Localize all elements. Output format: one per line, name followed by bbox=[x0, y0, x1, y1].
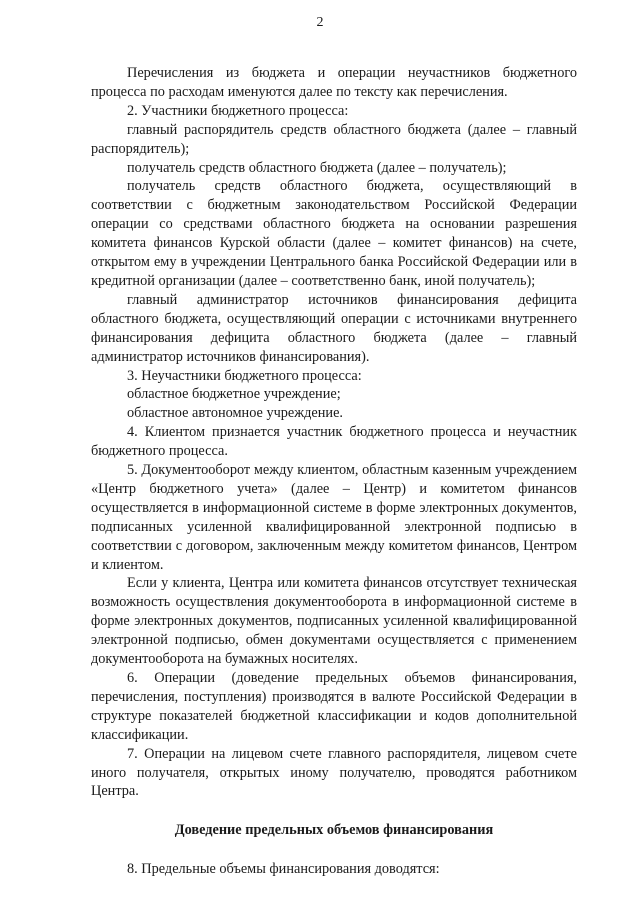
paragraph-non-participants: 3. Неучастники бюджетного процесса: bbox=[127, 367, 362, 384]
paragraph-paper-document-flow: Если у клиента, Центра или комитета финансов отсутствует техническая возможность осуществления документооборота в информационной системе в форме электронных документов, подписанных усиленной квалифицированной электронной подписью, обмен документами осуществляется с применением документооборота на бумажных носителях. bbox=[91, 575, 577, 668]
paragraph-autonomous-institution: областное автономное учреждение. bbox=[127, 405, 344, 422]
paragraph-chief-administrator: главный администратор источников финансирования дефицита областного бюджета, осуществляющий операции с источниками внутреннего финансирования дефицита областного бюджета (далее – главный администратор источников финансирования). bbox=[91, 291, 577, 365]
paragraph-budget-participants: 2. Участники бюджетного процесса: bbox=[127, 102, 349, 119]
paragraph-client-definition: 4. Клиентом признается участник бюджетного процесса и неучастник бюджетного процесса. bbox=[91, 424, 577, 460]
paragraph-financing-limits: 8. Предельные объемы финансирования доводятся: bbox=[127, 861, 440, 878]
page-number: 2 bbox=[316, 15, 324, 30]
section-heading: Доведение предельных объемов финансирования bbox=[174, 822, 494, 839]
paragraph-transfers-definition: Перечисления из бюджета и операции неучастников бюджетного процесса по расходам именуются далее по тексту как перечисления. bbox=[91, 65, 577, 100]
paragraph-document-flow: 5. Документооборот между клиентом, областным казенным учреждением «Центр бюджетного учета» (далее – Центр) и комитетом финансов осуществляется в информационной системе в форме электронных документов, подписанных усиленной квалифицированной электронной подписью в соответствии с договором, заключенным между комитетом финансов, Центром и клиентом. bbox=[91, 462, 577, 573]
paragraph-other-recipient: получатель средств областного бюджета, осуществляющий в соответствии с бюджетным законодательством Российской Федерации операции со средствами областного бюджета на основании разрешения комитета финансов Курской области (далее – комитет финансов) на счете, открытом ему в учреждении Центрального банка Российской Федерации или в кредитной организации (далее – соответственно банк, иной получатель); bbox=[91, 178, 577, 289]
paragraph-recipient: получатель средств областного бюджета (далее – получатель); bbox=[127, 159, 507, 176]
paragraph-budget-institution: областное бюджетное учреждение; bbox=[127, 386, 341, 403]
paragraph-chief-manager: главный распорядитель средств областного бюджета (далее – главный распорядитель); bbox=[91, 121, 577, 157]
paragraph-account-operations: 7. Операции на лицевом счете главного распорядителя, лицевом счете иного получателя, открытых иному получателю, проводятся работником Центра. bbox=[91, 745, 577, 800]
document-body bbox=[91, 64, 577, 879]
paragraph-operations-currency: 6. Операции (доведение предельных объемов финансирования, перечисления, поступления) производятся в валюте Российской Федерации в структуре показателей бюджетной классификации и кодов дополнительной классификации. bbox=[91, 670, 577, 743]
